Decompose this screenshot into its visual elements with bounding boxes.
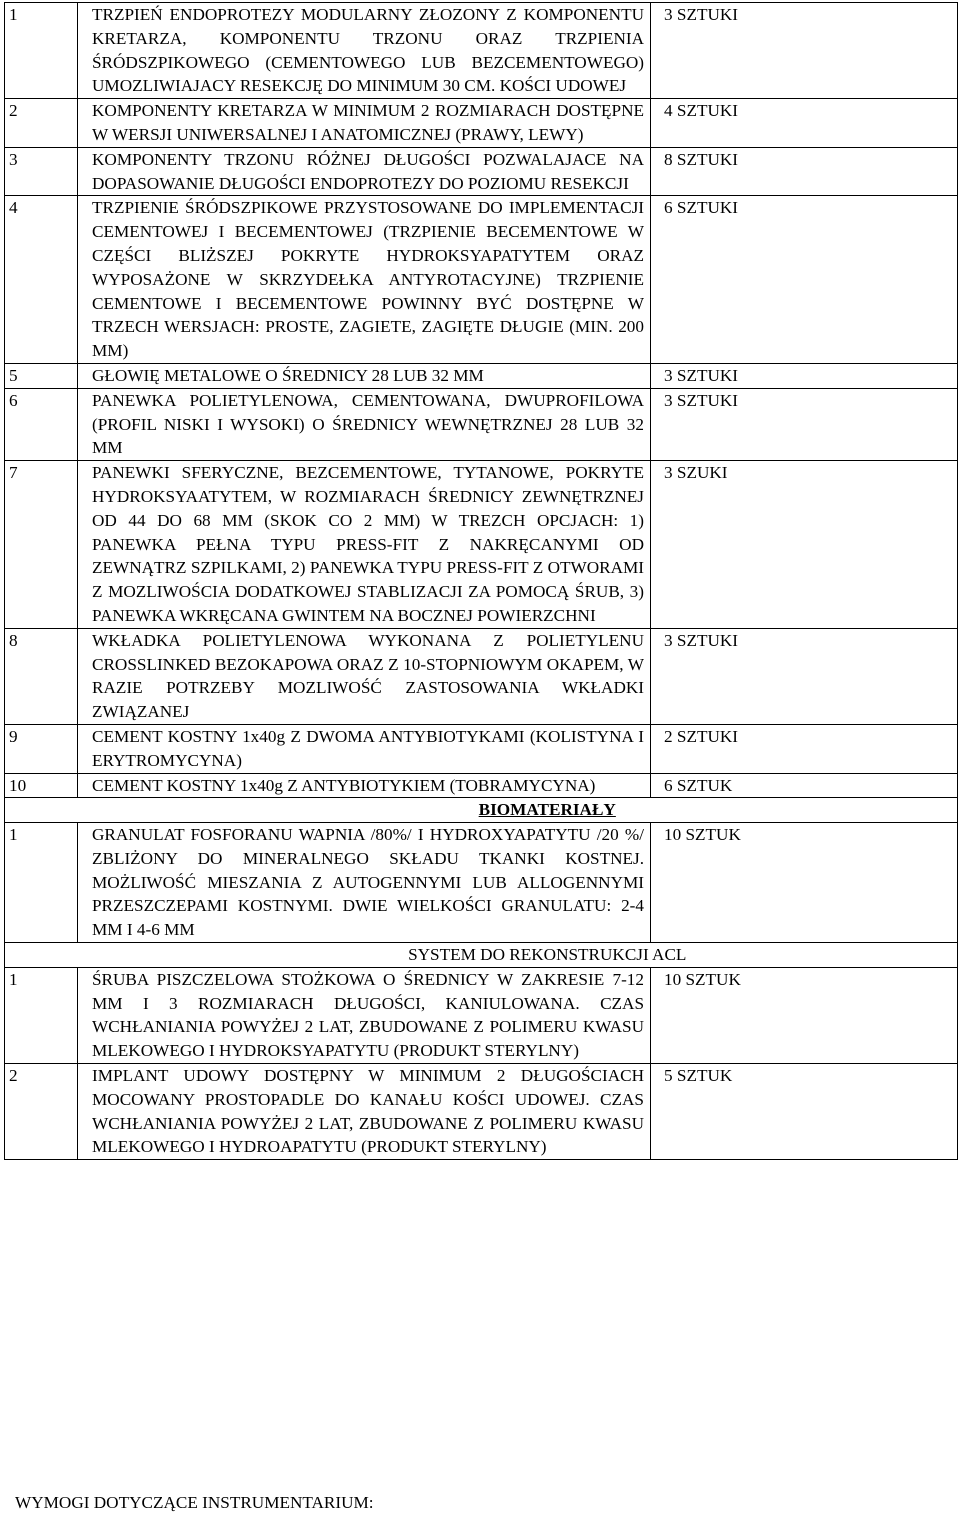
row-quantity: 3 SZTUKI — [651, 363, 958, 388]
row-number: 8 — [5, 628, 78, 724]
section-number-cell — [5, 943, 78, 968]
row-description: KOMPONENTY KRETARZA W MINIMUM 2 ROZMIARACH DOSTĘPNE W WERSJI UNIWERSALNEJ I ANATOMICZNEJ (PRAWY, LEWY) — [78, 99, 651, 148]
table-row — [5, 967, 958, 1063]
row-number: 1 — [5, 823, 78, 943]
row-number: 10 — [5, 773, 78, 798]
row-description: ŚRUBA PISZCZELOWA STOŻKOWA O ŚREDNICY W ZAKRESIE 7-12 MM I 3 ROZMIARACH DŁUGOŚCI, KANIULOWANA. CZAS WCHŁANIANIA POWYŻEJ 2 LAT, ZBUDOWANE Z POLIMERU KWASU MLEKOWEGO I HYDROKSYAPATYTU (PRODUKT STERYLNY) — [78, 967, 651, 1063]
row-number: 1 — [5, 967, 78, 1063]
instrumentarium-heading: WYMOGI DOTYCZĄCE INSTRUMENTARIUM: — [15, 1493, 374, 1512]
row-number: 7 — [5, 461, 78, 629]
row-quantity: 4 SZTUKI — [651, 99, 958, 148]
table-row — [5, 363, 958, 388]
table-row — [5, 388, 958, 460]
row-quantity: 5 SZTUK — [651, 1064, 958, 1160]
row-description: IMPLANT UDOWY DOSTĘPNY W MINIMUM 2 DŁUGOŚCIACH MOCOWANY PROSTOPADLE DO KANAŁU KOŚCI UDOWEJ. CZAS WCHŁANIANIA POWYŻEJ 2 LAT, ZBUDOWANE Z POLIMERU KWASU MLEKOWEGO I HYDROAPATYTU (PRODUKT STERYLNY) — [78, 1064, 651, 1160]
row-description: PANEWKI SFERYCZNE, BEZCEMENTOWE, TYTANOWE, POKRYTE HYDROKSYAATYTEM, W ROZMIARACH ŚREDNICY ZEWNĘTRZNEJ OD 44 DO 68 MM (SKOK CO 2 MM) W TREZCH OPCJACH: 1) PANEWKA PEŁNA TYPU PRESS-FIT Z NAKRĘCANYMI OD ZEWNĄTRZ SZPILKAMI, 2) PANEWKA TYPU PRESS-FIT Z OTWORAMI Z MOZLIWOŚCIA DODATKOWEJ STABLIZACJI ZA POMOCĄ ŚRUB, 3) PANEWKA WKRĘCANA GWINTEM NA BOCZNEJ POWIERZCHNI — [78, 461, 651, 629]
row-quantity: 6 SZTUK — [651, 773, 958, 798]
table-row — [5, 1064, 958, 1160]
row-description: PANEWKA POLIETYLENOWA, CEMENTOWANA, DWUPROFILOWA (PROFIL NISKI I WYSOKI) O ŚREDNICY WEWNĘTRZNEJ 28 LUB 32 MM — [78, 388, 651, 460]
table-row — [5, 147, 958, 196]
table-row — [5, 628, 958, 724]
row-description: GŁOWIĘ METALOWE O ŚREDNICY 28 LUB 32 MM — [78, 363, 651, 388]
row-description: CEMENT KOSTNY 1x40g Z DWOMA ANTYBIOTYKAMI (KOLISTYNA I ERYTROMYCYNA) — [78, 724, 651, 773]
section-row — [5, 943, 958, 968]
section-heading-biomaterialy: BIOMATERIAŁY — [78, 798, 958, 823]
row-number: 2 — [5, 99, 78, 148]
row-quantity: 10 SZTUK — [651, 967, 958, 1063]
row-quantity: 3 SZTUKI — [651, 628, 958, 724]
row-number: 2 — [5, 1064, 78, 1160]
table-row — [5, 773, 958, 798]
section-number-cell — [5, 798, 78, 823]
row-description: TRZPIEŃ ENDOPROTEZY MODULARNY ZŁOZONY Z KOMPONENTU KRETARZA, KOMPONENTU TRZONU ORAZ TRZPIENIA ŚRÓDSZPIKOWEGO (CEMENTOWEGO LUB BEZCEMENTOWEGO) UMOZLIWIAJACY RESEKCJĘ DO MINIMUM 30 CM. KOŚCI UDOWEJ — [78, 3, 651, 99]
row-description: GRANULAT FOSFORANU WAPNIA /80%/ I HYDROXYAPATYTU /20 %/ ZBLIŻONY DO MINERALNEGO SKŁADU TKANKI KOSTNEJ. MOŻLIWOŚĆ MIESZANIA Z AUTOGENNYMI LUB ALLOGENNYMI PRZESZCZEPAMI KOSTNYMI. DWIE WIELKOŚCI GRANULATU: 2-4 MM I 4-6 MM — [78, 823, 651, 943]
row-quantity: 10 SZTUK — [651, 823, 958, 943]
row-quantity: 2 SZTUKI — [651, 724, 958, 773]
table-row — [5, 724, 958, 773]
row-description: TRZPIENIE ŚRÓDSZPIKOWE PRZYSTOSOWANE DO IMPLEMENTACJI CEMENTOWEJ I BECEMENTOWEJ (TRZPIENIE BECEMENTOWE W CZĘŚCI BLIŻSZEJ POKRYTE HYDROKSYAPATYTEM ORAZ WYPOSAŻONE W SKRZYDEŁKA ANTYROTACYJNE) TRZPIENIE CEMENTOWE I BECEMENTOWE POWINNY BYĆ DOSTĘPNE W TRZECH WERSJACH: PROSTE, ZAGIETE, ZAGIĘTE DŁUGIE (MIN. 200 MM) — [78, 196, 651, 364]
row-number: 9 — [5, 724, 78, 773]
row-description: CEMENT KOSTNY 1x40g Z ANTYBIOTYKIEM (TOBRAMYCYNA) — [78, 773, 651, 798]
row-number: 6 — [5, 388, 78, 460]
table-row — [5, 99, 958, 148]
row-number: 5 — [5, 363, 78, 388]
table-row — [5, 823, 958, 943]
row-description: WKŁADKA POLIETYLENOWA WYKONANA Z POLIETYLENU CROSSLINKED BEZOKAPOWA ORAZ Z 10-STOPNIOWYM OKAPEM, W RAZIE POTRZEBY MOZLIWOŚĆ ZASTOSOWANIA WKŁADKI ZWIĄZANEJ — [78, 628, 651, 724]
table-row — [5, 461, 958, 629]
row-description: KOMPONENTY TRZONU RÓŻNEJ DŁUGOŚCI POZWALAJACE NA DOPASOWANIE DŁUGOŚCI ENDOPROTEZY DO POZIOMU RESEKCJI — [78, 147, 651, 196]
row-quantity: 3 SZUKI — [651, 461, 958, 629]
row-number: 3 — [5, 147, 78, 196]
row-quantity: 3 SZTUKI — [651, 388, 958, 460]
row-quantity: 3 SZTUKI — [651, 3, 958, 99]
items-table — [4, 2, 958, 1160]
row-quantity: 8 SZTUKI — [651, 147, 958, 196]
items-table-body — [5, 3, 958, 1160]
table-row — [5, 196, 958, 364]
section-heading-acl: SYSTEM DO REKONSTRUKCJI ACL — [78, 943, 958, 968]
section-row — [5, 798, 958, 823]
table-row — [5, 3, 958, 99]
row-quantity: 6 SZTUKI — [651, 196, 958, 364]
row-number: 1 — [5, 3, 78, 99]
row-number: 4 — [5, 196, 78, 364]
